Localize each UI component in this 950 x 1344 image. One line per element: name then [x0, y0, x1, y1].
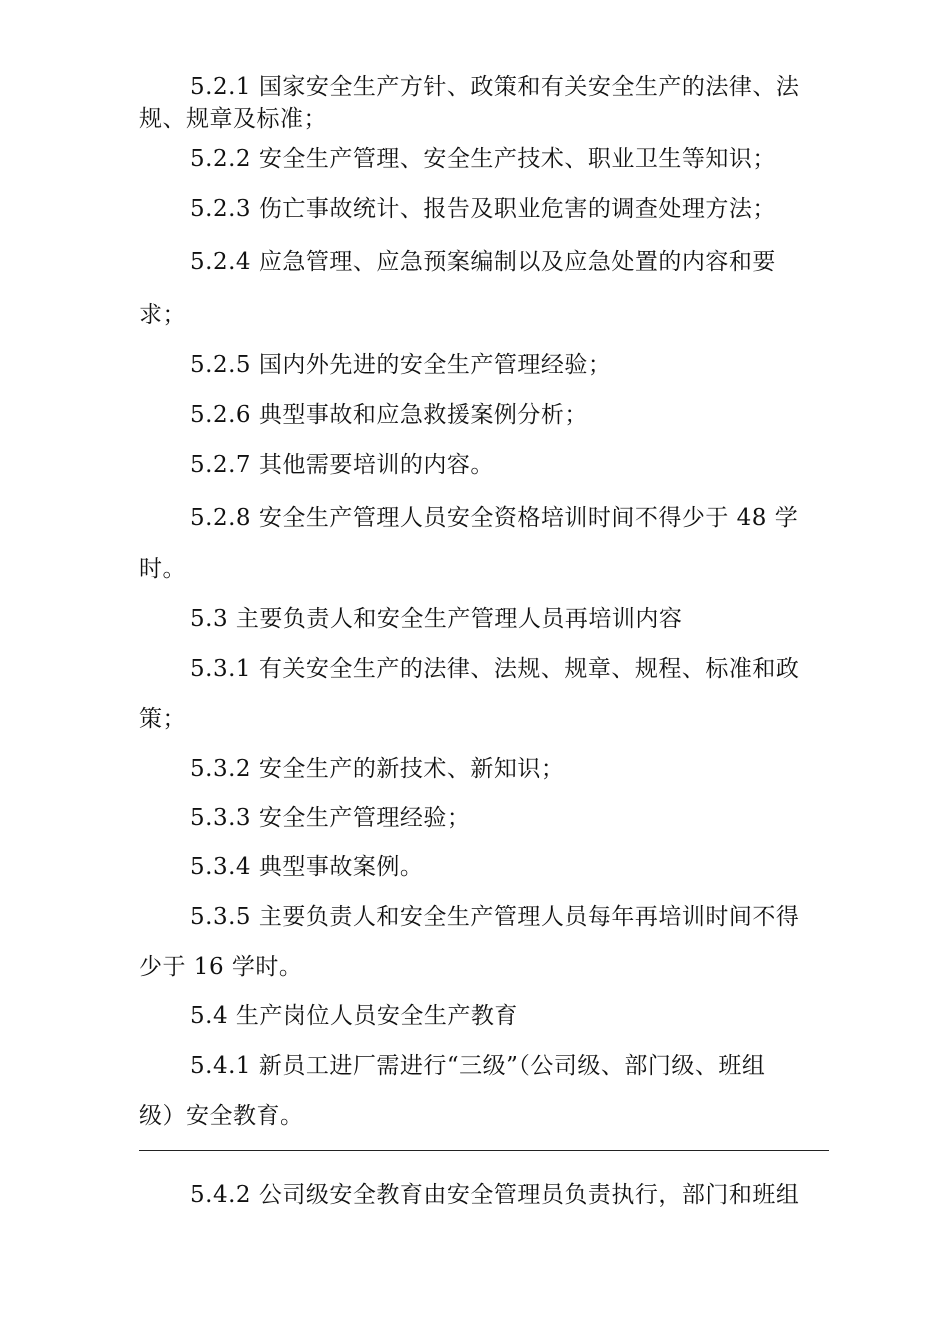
paragraph-5-2-7: 5.2.7 其他需要培训的内容。: [190, 452, 494, 478]
paragraph-5-2-4-line-1: 5.2.4 应急管理、应急预案编制以及应急处置的内容和要: [190, 249, 776, 275]
section-5-3-heading: 5.3 主要负责人和安全生产管理人员再培训内容: [190, 606, 683, 632]
paragraph-5-2-6: 5.2.6 典型事故和应急救援案例分析；: [190, 402, 588, 428]
paragraph-5-3-3: 5.3.3 安全生产管理经验；: [190, 805, 471, 831]
paragraph-5-4-1-line-1: 5.4.1 新员工进厂需进行“三级”（公司级、部门级、班组: [190, 1053, 766, 1079]
paragraph-5-2-8-line-2: 时。: [139, 556, 186, 582]
paragraph-5-4-2-line-1: 5.4.2 公司级安全教育由安全管理员负责执行，部门和班组: [190, 1182, 800, 1208]
paragraph-5-2-3: 5.2.3 伤亡事故统计、报告及职业危害的调查处理方法；: [190, 196, 776, 222]
paragraph-5-2-1-line-1: 5.2.1 国家安全生产方针、政策和有关安全生产的法律、法: [190, 74, 800, 100]
paragraph-5-4-1-line-2: 级）安全教育。: [139, 1103, 304, 1129]
paragraph-5-2-5: 5.2.5 国内外先进的安全生产管理经验；: [190, 352, 612, 378]
paragraph-5-3-5-line-2: 少于 16 学时。: [139, 954, 303, 980]
paragraph-5-2-1-line-2: 规、规章及标准；: [139, 106, 327, 132]
paragraph-5-3-1-line-1: 5.3.1 有关安全生产的法律、法规、规章、规程、标准和政: [190, 656, 800, 682]
paragraph-5-3-5-line-1: 5.3.5 主要负责人和安全生产管理人员每年再培训时间不得: [190, 904, 800, 930]
paragraph-5-3-4: 5.3.4 典型事故案例。: [190, 854, 424, 880]
paragraph-5-2-2: 5.2.2 安全生产管理、安全生产技术、职业卫生等知识；: [190, 146, 776, 172]
section-5-4-heading: 5.4 生产岗位人员安全生产教育: [190, 1003, 518, 1029]
paragraph-5-2-8-line-1: 5.2.8 安全生产管理人员安全资格培训时间不得少于 48 学: [190, 505, 799, 531]
paragraph-5-2-4-line-2: 求；: [139, 302, 186, 328]
paragraph-5-3-1-line-2: 策；: [139, 706, 186, 732]
paragraph-5-3-2: 5.3.2 安全生产的新技术、新知识；: [190, 756, 565, 782]
page-divider: [139, 1150, 829, 1151]
